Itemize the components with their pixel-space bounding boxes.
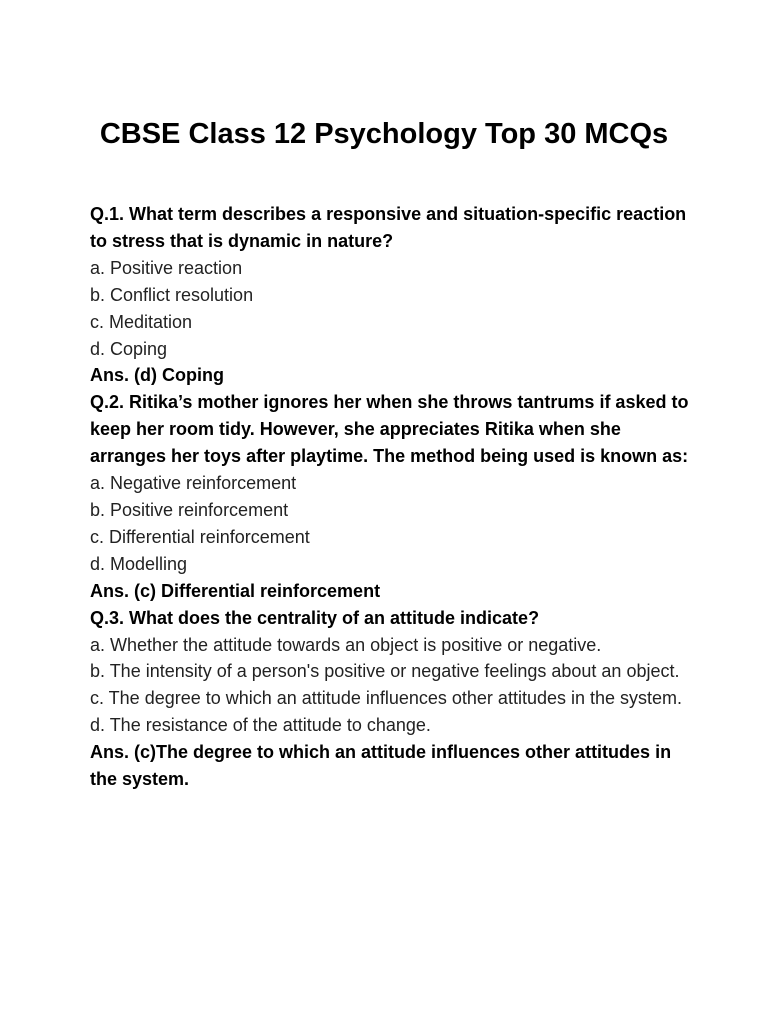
answer-text: Ans. (c) Differential reinforcement bbox=[90, 580, 381, 601]
option-c: c. Meditation bbox=[90, 311, 193, 332]
option-c: c. Differential reinforcement bbox=[90, 526, 310, 547]
question-text: Q.3. What does the centrality of an attitude indicate? bbox=[90, 607, 540, 628]
mcq-item-3 bbox=[90, 605, 690, 793]
option-a: a. Negative reinforcement bbox=[90, 473, 297, 494]
option-d: d. Modelling bbox=[90, 553, 188, 574]
option-b: b. Positive reinforcement bbox=[90, 499, 289, 520]
option-d: d. Coping bbox=[90, 338, 168, 359]
mcq-item-2 bbox=[90, 389, 690, 604]
option-a: a. Positive reaction bbox=[90, 257, 243, 278]
document-title: CBSE Class 12 Psychology Top 30 MCQs bbox=[99, 118, 669, 150]
option-d: d. The resistance of the attitude to change. bbox=[90, 715, 431, 736]
answer-text: Ans. (d) Coping bbox=[90, 365, 224, 386]
option-a: a. Whether the attitude towards an object is positive or negative. bbox=[90, 634, 602, 655]
option-b: b. Conflict resolution bbox=[90, 284, 254, 305]
question-text: Q.1. What term describes a responsive and situation-specific reaction to stress that is dynamic in nature? bbox=[90, 204, 687, 251]
question-text: Q.2. Ritika’s mother ignores her when she throws tantrums if asked to keep her room tidy. However, she appreciates Ritika when she arranges her toys after playtime. The method being used is known as: bbox=[90, 392, 689, 467]
option-b: b. The intensity of a person's positive or negative feelings about an object. bbox=[90, 661, 680, 682]
mcq-list bbox=[90, 201, 690, 793]
answer-text: Ans. (c)The degree to which an attitude influences other attitudes in the system. bbox=[90, 742, 672, 790]
option-c: c. The degree to which an attitude influences other attitudes in the system. bbox=[90, 688, 683, 709]
mcq-item-1 bbox=[90, 201, 690, 389]
